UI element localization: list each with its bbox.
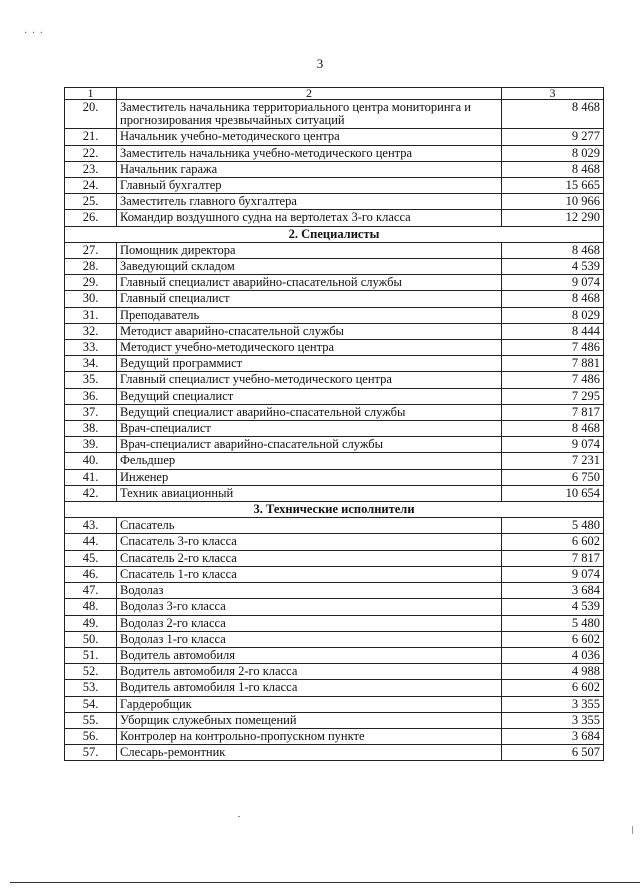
salary-value: 7 881 (502, 356, 604, 372)
row-number: 54. (65, 696, 117, 712)
position-title: Фельдшер (117, 453, 502, 469)
table-body (65, 100, 604, 761)
table-row (65, 242, 604, 258)
table-row (65, 194, 604, 210)
salary-value: 5 480 (502, 518, 604, 534)
table-row (65, 356, 604, 372)
table-row (65, 421, 604, 437)
row-number: 50. (65, 631, 117, 647)
salary-value: 8 468 (502, 242, 604, 258)
table-row (65, 100, 604, 129)
row-number: 45. (65, 550, 117, 566)
salary-value: 3 684 (502, 583, 604, 599)
table-row (65, 145, 604, 161)
table-row (65, 323, 604, 339)
table-row (65, 372, 604, 388)
salary-value: 9 074 (502, 275, 604, 291)
row-number: 28. (65, 259, 117, 275)
table-row (65, 291, 604, 307)
table-row (65, 550, 604, 566)
position-title: Ведущий программист (117, 356, 502, 372)
row-number: 36. (65, 388, 117, 404)
table-header-row (65, 88, 604, 100)
salary-value: 9 074 (502, 437, 604, 453)
table-row (65, 615, 604, 631)
table-row (65, 340, 604, 356)
scan-speck (632, 826, 633, 834)
column-header-number: 1 (65, 88, 117, 100)
scan-corner-mark: · · · (24, 28, 44, 39)
row-number: 57. (65, 745, 117, 761)
salary-value: 7 486 (502, 340, 604, 356)
row-number: 33. (65, 340, 117, 356)
table-row (65, 404, 604, 420)
salary-value: 6 602 (502, 680, 604, 696)
table-row (65, 566, 604, 582)
salary-value: 7 295 (502, 388, 604, 404)
row-number: 37. (65, 404, 117, 420)
position-title: Начальник учебно-методического центра (117, 129, 502, 145)
table-row (65, 631, 604, 647)
position-title: Гардеробщик (117, 696, 502, 712)
position-title: Заместитель главного бухгалтера (117, 194, 502, 210)
row-number: 30. (65, 291, 117, 307)
table-row (65, 210, 604, 226)
position-title: Уборщик служебных помещений (117, 712, 502, 728)
salary-value: 8 029 (502, 307, 604, 323)
row-number: 52. (65, 664, 117, 680)
row-number: 44. (65, 534, 117, 550)
table-row (65, 728, 604, 744)
position-title: Водолаз 3-го класса (117, 599, 502, 615)
table-row (65, 745, 604, 761)
position-title: Врач-специалист (117, 421, 502, 437)
salary-value: 8 468 (502, 421, 604, 437)
table-row (65, 534, 604, 550)
position-title: Методист аварийно-спасательной службы (117, 323, 502, 339)
row-number: 48. (65, 599, 117, 615)
salary-value: 9 074 (502, 566, 604, 582)
position-title: Начальник гаража (117, 161, 502, 177)
table-row (65, 712, 604, 728)
table-row (65, 518, 604, 534)
salary-value: 8 468 (502, 161, 604, 177)
position-title: Водитель автомобиля 1-го класса (117, 680, 502, 696)
salary-value: 4 036 (502, 647, 604, 663)
position-title: Командир воздушного судна на вертолетах 3-го класса (117, 210, 502, 226)
position-title: Спасатель 3-го класса (117, 534, 502, 550)
position-title: Ведущий специалист аварийно-спасательной службы (117, 404, 502, 420)
table-row (65, 161, 604, 177)
table-row (65, 307, 604, 323)
row-number: 32. (65, 323, 117, 339)
row-number: 27. (65, 242, 117, 258)
table-row (65, 680, 604, 696)
row-number: 21. (65, 129, 117, 145)
row-number: 42. (65, 485, 117, 501)
position-title: Главный специалист учебно-методического центра (117, 372, 502, 388)
salary-value: 7 817 (502, 404, 604, 420)
row-number: 47. (65, 583, 117, 599)
salary-value: 7 231 (502, 453, 604, 469)
row-number: 55. (65, 712, 117, 728)
table-row (65, 437, 604, 453)
position-title: Спасатель (117, 518, 502, 534)
position-title: Водолаз 1-го класса (117, 631, 502, 647)
position-title: Главный специалист аварийно-спасательной службы (117, 275, 502, 291)
salary-value: 6 602 (502, 534, 604, 550)
section-heading: 3. Технические исполнители (65, 502, 604, 518)
table-row (65, 259, 604, 275)
salary-value: 8 468 (502, 291, 604, 307)
page-bottom-line (10, 882, 640, 883)
row-number: 46. (65, 566, 117, 582)
column-header-title: 2 (117, 88, 502, 100)
row-number: 26. (65, 210, 117, 226)
row-number: 23. (65, 161, 117, 177)
row-number: 53. (65, 680, 117, 696)
salary-value: 4 539 (502, 599, 604, 615)
position-title: Водолаз 2-го класса (117, 615, 502, 631)
table-row (65, 388, 604, 404)
table-row (65, 129, 604, 145)
salary-value: 6 602 (502, 631, 604, 647)
section-heading-row (65, 226, 604, 242)
table-row (65, 696, 604, 712)
row-number: 25. (65, 194, 117, 210)
position-title: Главный бухгалтер (117, 178, 502, 194)
salary-value: 7 486 (502, 372, 604, 388)
salary-value: 5 480 (502, 615, 604, 631)
table-row (65, 469, 604, 485)
salary-value: 10 966 (502, 194, 604, 210)
table-row (65, 664, 604, 680)
row-number: 29. (65, 275, 117, 291)
position-title: Инженер (117, 469, 502, 485)
position-title: Заместитель начальника учебно-методического центра (117, 145, 502, 161)
section-heading: 2. Специалисты (65, 226, 604, 242)
salary-value: 3 355 (502, 696, 604, 712)
salary-value: 4 988 (502, 664, 604, 680)
position-title: Техник авиационный (117, 485, 502, 501)
row-number: 43. (65, 518, 117, 534)
salary-value: 4 539 (502, 259, 604, 275)
page-number: 3 (316, 56, 324, 71)
row-number: 56. (65, 728, 117, 744)
position-title: Заместитель начальника территориального центра мониторинга и прогнозирования чрезвычайных ситуаций (117, 100, 502, 129)
row-number: 49. (65, 615, 117, 631)
row-number: 22. (65, 145, 117, 161)
position-title: Спасатель 1-го класса (117, 566, 502, 582)
table-row (65, 275, 604, 291)
salary-value: 3 355 (502, 712, 604, 728)
salary-value: 6 507 (502, 745, 604, 761)
position-title: Преподаватель (117, 307, 502, 323)
row-number: 41. (65, 469, 117, 485)
table-row (65, 453, 604, 469)
salary-value: 10 654 (502, 485, 604, 501)
salary-value: 8 468 (502, 100, 604, 129)
row-number: 38. (65, 421, 117, 437)
salary-value: 8 029 (502, 145, 604, 161)
row-number: 51. (65, 647, 117, 663)
table-row (65, 583, 604, 599)
position-title: Слесарь-ремонтник (117, 745, 502, 761)
position-title: Водолаз (117, 583, 502, 599)
position-title: Главный специалист (117, 291, 502, 307)
row-number: 20. (65, 100, 117, 129)
row-number: 31. (65, 307, 117, 323)
salary-value: 7 817 (502, 550, 604, 566)
table-row (65, 647, 604, 663)
position-title: Спасатель 2-го класса (117, 550, 502, 566)
salary-value: 12 290 (502, 210, 604, 226)
position-title: Заведующий складом (117, 259, 502, 275)
salary-value: 8 444 (502, 323, 604, 339)
row-number: 24. (65, 178, 117, 194)
salary-table (64, 87, 604, 761)
row-number: 34. (65, 356, 117, 372)
column-header-value: 3 (502, 88, 604, 100)
position-title: Помощник директора (117, 242, 502, 258)
position-title: Контролер на контрольно-пропускном пункте (117, 728, 502, 744)
position-title: Методист учебно-методического центра (117, 340, 502, 356)
salary-value: 3 684 (502, 728, 604, 744)
position-title: Водитель автомобиля (117, 647, 502, 663)
table-row (65, 599, 604, 615)
row-number: 35. (65, 372, 117, 388)
section-heading-row (65, 502, 604, 518)
row-number: 40. (65, 453, 117, 469)
salary-value: 9 277 (502, 129, 604, 145)
position-title: Водитель автомобиля 2-го класса (117, 664, 502, 680)
table-row (65, 485, 604, 501)
position-title: Ведущий специалист (117, 388, 502, 404)
position-title: Врач-специалист аварийно-спасательной службы (117, 437, 502, 453)
table-row (65, 178, 604, 194)
scan-speck (238, 816, 240, 817)
row-number: 39. (65, 437, 117, 453)
salary-value: 6 750 (502, 469, 604, 485)
salary-value: 15 665 (502, 178, 604, 194)
